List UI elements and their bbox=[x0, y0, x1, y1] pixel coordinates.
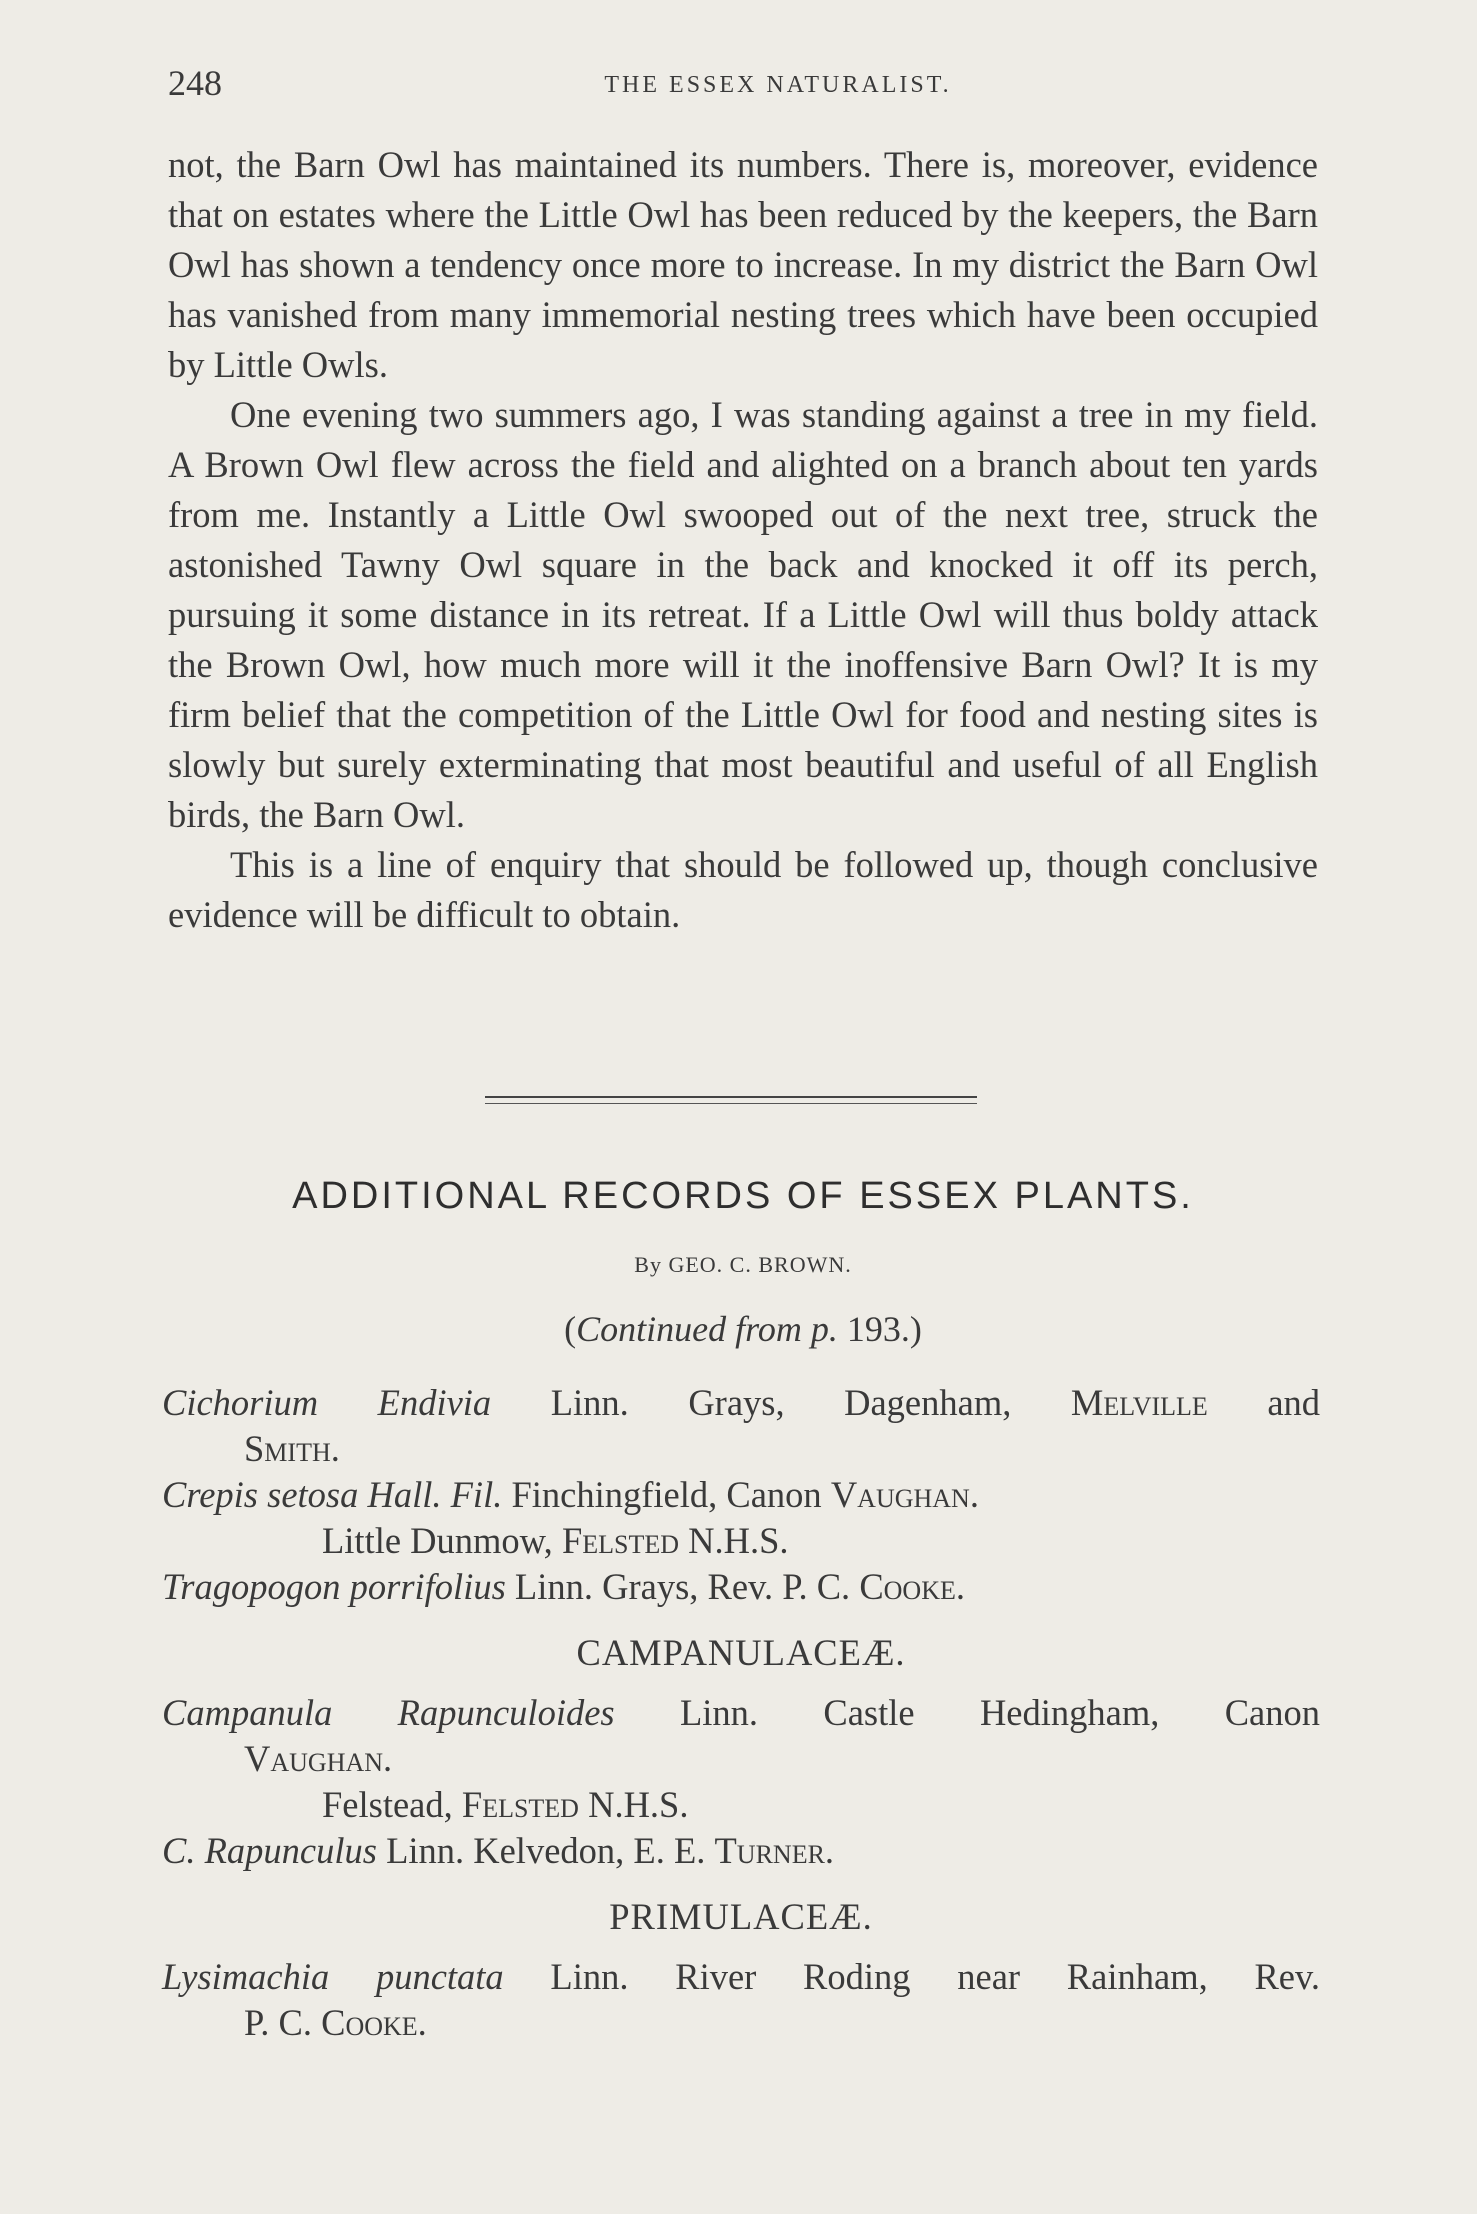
locality: Little Dunmow, bbox=[322, 1520, 553, 1561]
recorder-suffix: N.H.S. bbox=[588, 1784, 689, 1825]
paragraph-2: One evening two summers ago, I was standing against a tree in my field. A Brown Owl flew across the field and alighted on a branch about ten yards from me. Instantly a Little Owl swooped out of the next tree, struck the astonished Tawny Owl square in the back and knocked it off its perch, pursuing it some distance in its retreat. If a Little Owl will thus boldy attack the Brown Owl, how much more will it the inoffensive Barn Owl? It is my firm belief that the competition of the Little Owl for food and nesting sites is slowly but surely exterminating that most beautiful and useful of all English birds, the Barn Owl. bbox=[168, 394, 1318, 835]
locality: Felstead, bbox=[322, 1784, 453, 1825]
recorder: Turner. bbox=[714, 1830, 835, 1871]
article-title: ADDITIONAL RECORDS OF ESSEX PLANTS. bbox=[292, 1175, 1194, 1217]
record-lysimachia bbox=[162, 1954, 1320, 2046]
family-heading-campanulaceae: CAMPANULACEÆ. bbox=[576, 1632, 906, 1673]
authority: Hall. Fil. bbox=[367, 1474, 503, 1515]
body-text bbox=[168, 140, 1318, 940]
recorder: Cooke. bbox=[321, 2002, 427, 2043]
record-crepis bbox=[162, 1472, 1320, 1564]
plant-records bbox=[162, 1380, 1320, 2046]
authority: Linn. bbox=[514, 1566, 593, 1607]
localities: Castle Hedingham, Canon bbox=[823, 1692, 1321, 1733]
byline-author: GEO. C. BROWN. bbox=[668, 1252, 852, 1277]
species-name: C. Rapunculus bbox=[162, 1830, 377, 1871]
recorder: Felsted bbox=[561, 1520, 680, 1561]
localities: Kelvedon, E. E. bbox=[473, 1830, 706, 1871]
authority: Linn. bbox=[550, 1956, 629, 1997]
recorder: Vaughan. bbox=[830, 1474, 979, 1515]
byline-prefix: By bbox=[634, 1252, 662, 1277]
paragraph-3: This is a line of enquiry that should be followed up, though conclusive evidence will be difficult to obtain. bbox=[168, 844, 1318, 935]
recorder-initials: P. C. bbox=[244, 2002, 312, 2043]
record-cichorium bbox=[162, 1380, 1320, 1472]
authority: Linn. bbox=[386, 1830, 465, 1871]
record-tragopogon bbox=[162, 1564, 1320, 1610]
running-head bbox=[168, 62, 1308, 122]
species-name: Lysimachia punctata bbox=[162, 1956, 504, 1997]
localities: Finchingfield, Canon bbox=[511, 1474, 822, 1515]
recorder: Melville bbox=[1070, 1382, 1208, 1423]
recorder: Vaughan. bbox=[244, 1738, 393, 1779]
continued-note bbox=[168, 1308, 1318, 1350]
recorder: Cooke. bbox=[859, 1566, 965, 1607]
species-name: Campanula Rapunculoides bbox=[162, 1692, 615, 1733]
family-heading-primulaceae: PRIMULACEÆ. bbox=[609, 1896, 873, 1937]
authority: Linn. bbox=[550, 1382, 629, 1423]
record-c-rapunculus bbox=[162, 1828, 1320, 1874]
continued-open: ( bbox=[564, 1309, 577, 1349]
record-campanula bbox=[162, 1690, 1320, 1828]
paragraph-1: not, the Barn Owl has maintained its numbers. There is, moreover, evidence that on estates where the Little Owl has been reduced by the keepers, the Barn Owl has shown a tendency once more to increase. In my district the Barn Owl has vanished from many immemorial nesting trees which have been occupied by Little Owls. bbox=[168, 144, 1318, 385]
species-name: Cichorium Endivia bbox=[162, 1382, 492, 1423]
page-number: 248 bbox=[168, 63, 222, 103]
continued-from: Continued from p. bbox=[576, 1309, 838, 1349]
recorder: Smith. bbox=[244, 1428, 340, 1469]
section-divider bbox=[485, 1096, 977, 1104]
species-name: Crepis setosa bbox=[162, 1474, 359, 1515]
localities: Grays, Rev. P. C. bbox=[602, 1566, 851, 1607]
journal-title: THE ESSEX NATURALIST. bbox=[604, 72, 952, 98]
continued-page: 193.) bbox=[846, 1309, 922, 1349]
recorder: Felsted bbox=[461, 1784, 579, 1825]
localities: Grays, Dagenham, bbox=[688, 1382, 1012, 1423]
localities: River Roding near Rainham, Rev. bbox=[675, 1956, 1320, 1997]
recorder-suffix: N.H.S. bbox=[688, 1520, 789, 1561]
authority: Linn. bbox=[679, 1692, 759, 1733]
species-name: Tragopogon porrifolius bbox=[162, 1566, 506, 1607]
conjunction: and bbox=[1267, 1382, 1321, 1423]
byline bbox=[168, 1252, 1318, 1278]
